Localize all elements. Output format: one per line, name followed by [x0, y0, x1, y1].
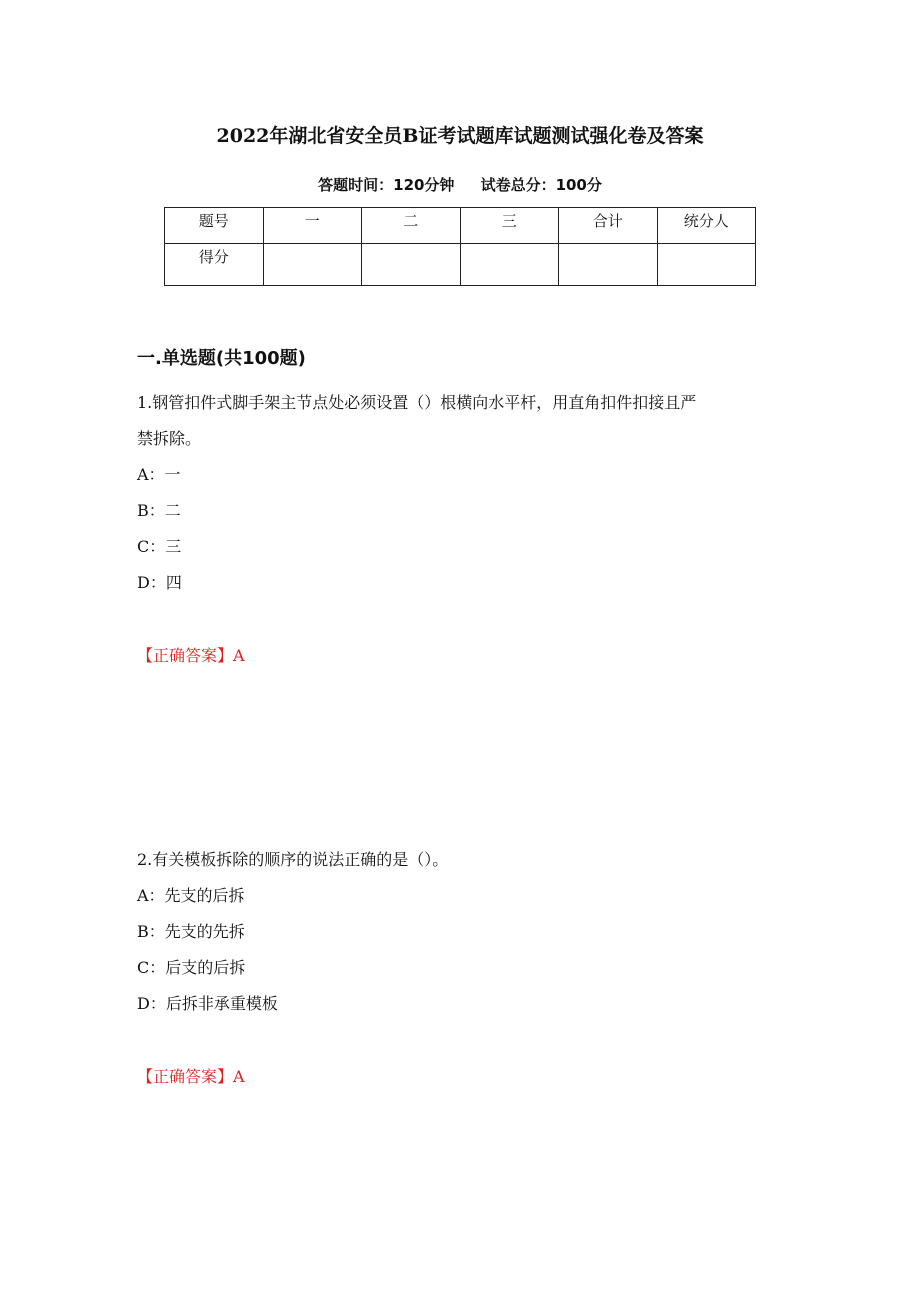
- question-stem: 2.有关模板拆除的顺序的说法正确的是（）。: [137, 850, 449, 869]
- option-c: C：后支的后拆: [137, 958, 246, 977]
- question-stem-continued: 禁拆除。: [137, 429, 202, 448]
- section-title: 一.单选题(共100题): [137, 348, 306, 369]
- header-cell: 二: [362, 208, 461, 244]
- document-title: 2022年湖北省安全员B证考试题库试题测试强化卷及答案: [216, 125, 704, 147]
- score-table-score-row: [165, 244, 756, 286]
- score-cell: [657, 244, 756, 286]
- option-d: D：四: [137, 573, 182, 592]
- option-a: A：先支的后拆: [137, 886, 245, 905]
- option-d: D：后拆非承重模板: [137, 994, 278, 1013]
- header-cell: 三: [460, 208, 559, 244]
- score-cell: [362, 244, 461, 286]
- question-stem: 1.钢管扣件式脚手架主节点处必须设置（）根横向水平杆，用直角扣件扣接且严: [137, 393, 697, 412]
- exam-time: 答题时间：120分钟: [318, 176, 455, 194]
- score-cell: [559, 244, 658, 286]
- total-score: 试卷总分：100分: [480, 176, 602, 194]
- option-a: A：一: [137, 465, 181, 484]
- exam-info: [0, 174, 920, 196]
- score-cell: [460, 244, 559, 286]
- option-c: C：三: [137, 537, 182, 556]
- score-row-label: 得分: [165, 244, 264, 286]
- score-table: [164, 207, 756, 286]
- score-cell: [263, 244, 362, 286]
- header-cell: 统分人: [657, 208, 756, 244]
- header-cell: 合计: [559, 208, 658, 244]
- correct-answer: 【正确答案】A: [137, 646, 245, 665]
- header-cell: 一: [263, 208, 362, 244]
- option-b: B：先支的先拆: [137, 922, 245, 941]
- header-cell: 题号: [165, 208, 264, 244]
- option-b: B：二: [137, 501, 181, 520]
- correct-answer: 【正确答案】A: [137, 1067, 245, 1086]
- score-table-header-row: [165, 208, 756, 244]
